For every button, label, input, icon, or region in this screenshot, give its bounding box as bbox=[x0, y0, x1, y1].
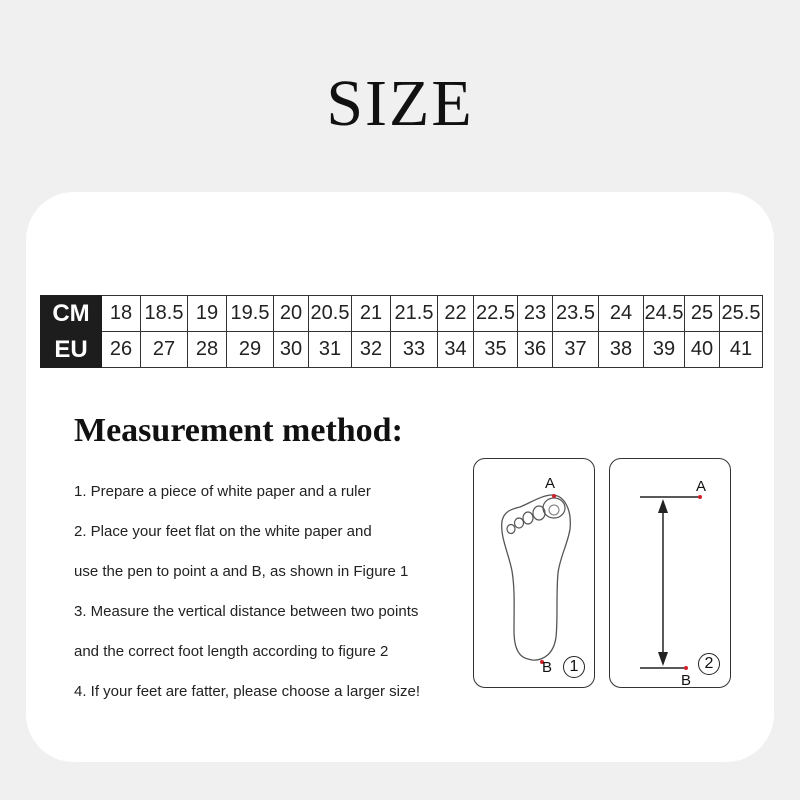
table-cell: 19.5 bbox=[227, 296, 274, 332]
table-cell: 24.5 bbox=[644, 296, 685, 332]
size-table bbox=[40, 295, 763, 368]
table-cell: 22.5 bbox=[474, 296, 518, 332]
figure-number: 2 bbox=[698, 653, 720, 675]
table-cell: 39 bbox=[644, 332, 685, 368]
table-cell: 29 bbox=[227, 332, 274, 368]
table-cell: 25 bbox=[685, 296, 720, 332]
step-line: use the pen to point a and B, as shown in Figure 1 bbox=[74, 563, 409, 580]
table-cell: 24 bbox=[599, 296, 644, 332]
point-b-label: B bbox=[681, 672, 692, 689]
step-line: and the correct foot length according to figure 2 bbox=[74, 643, 389, 660]
table-cell: 18 bbox=[102, 296, 141, 332]
table-cell: 38 bbox=[599, 332, 644, 368]
point-b-label: B bbox=[542, 659, 553, 676]
figure-1 bbox=[473, 458, 595, 688]
table-cell: 32 bbox=[352, 332, 391, 368]
table-cell: 28 bbox=[188, 332, 227, 368]
row-header-cm: CM bbox=[41, 296, 102, 332]
table-row-cm bbox=[41, 296, 763, 332]
table-cell: 33 bbox=[391, 332, 438, 368]
table-cell: 30 bbox=[274, 332, 309, 368]
figure-number: 1 bbox=[563, 656, 585, 678]
table-cell: 27 bbox=[141, 332, 188, 368]
step-line: 1. Prepare a piece of white paper and a ruler bbox=[74, 483, 371, 500]
step-line: 3. Measure the vertical distance between two points bbox=[74, 603, 419, 620]
foot-outline-icon bbox=[474, 459, 594, 687]
table-cell: 35 bbox=[474, 332, 518, 368]
table-cell: 31 bbox=[309, 332, 352, 368]
step-line: 2. Place your feet flat on the white paper and bbox=[74, 523, 372, 540]
table-cell: 34 bbox=[438, 332, 474, 368]
table-cell: 37 bbox=[553, 332, 599, 368]
table-cell: 22 bbox=[438, 296, 474, 332]
point-a-label: A bbox=[545, 475, 556, 492]
point-a-label: A bbox=[696, 478, 707, 495]
table-cell: 41 bbox=[720, 332, 763, 368]
page-title: SIZE bbox=[326, 67, 474, 140]
table-cell: 40 bbox=[685, 332, 720, 368]
row-header-eu: EU bbox=[41, 332, 102, 368]
table-cell: 26 bbox=[102, 332, 141, 368]
step-line: 4. If your feet are fatter, please choose a larger size! bbox=[74, 683, 421, 700]
table-cell: 19 bbox=[188, 296, 227, 332]
table-cell: 21.5 bbox=[391, 296, 438, 332]
table-cell: 21 bbox=[352, 296, 391, 332]
table-cell: 20.5 bbox=[309, 296, 352, 332]
table-cell: 18.5 bbox=[141, 296, 188, 332]
table-cell: 36 bbox=[518, 332, 553, 368]
table-cell: 25.5 bbox=[720, 296, 763, 332]
table-row-eu bbox=[41, 332, 763, 368]
table-cell: 20 bbox=[274, 296, 309, 332]
figure-2 bbox=[609, 458, 731, 688]
table-cell: 23 bbox=[518, 296, 553, 332]
method-title: Measurement method: bbox=[74, 412, 403, 449]
table-cell: 23.5 bbox=[553, 296, 599, 332]
